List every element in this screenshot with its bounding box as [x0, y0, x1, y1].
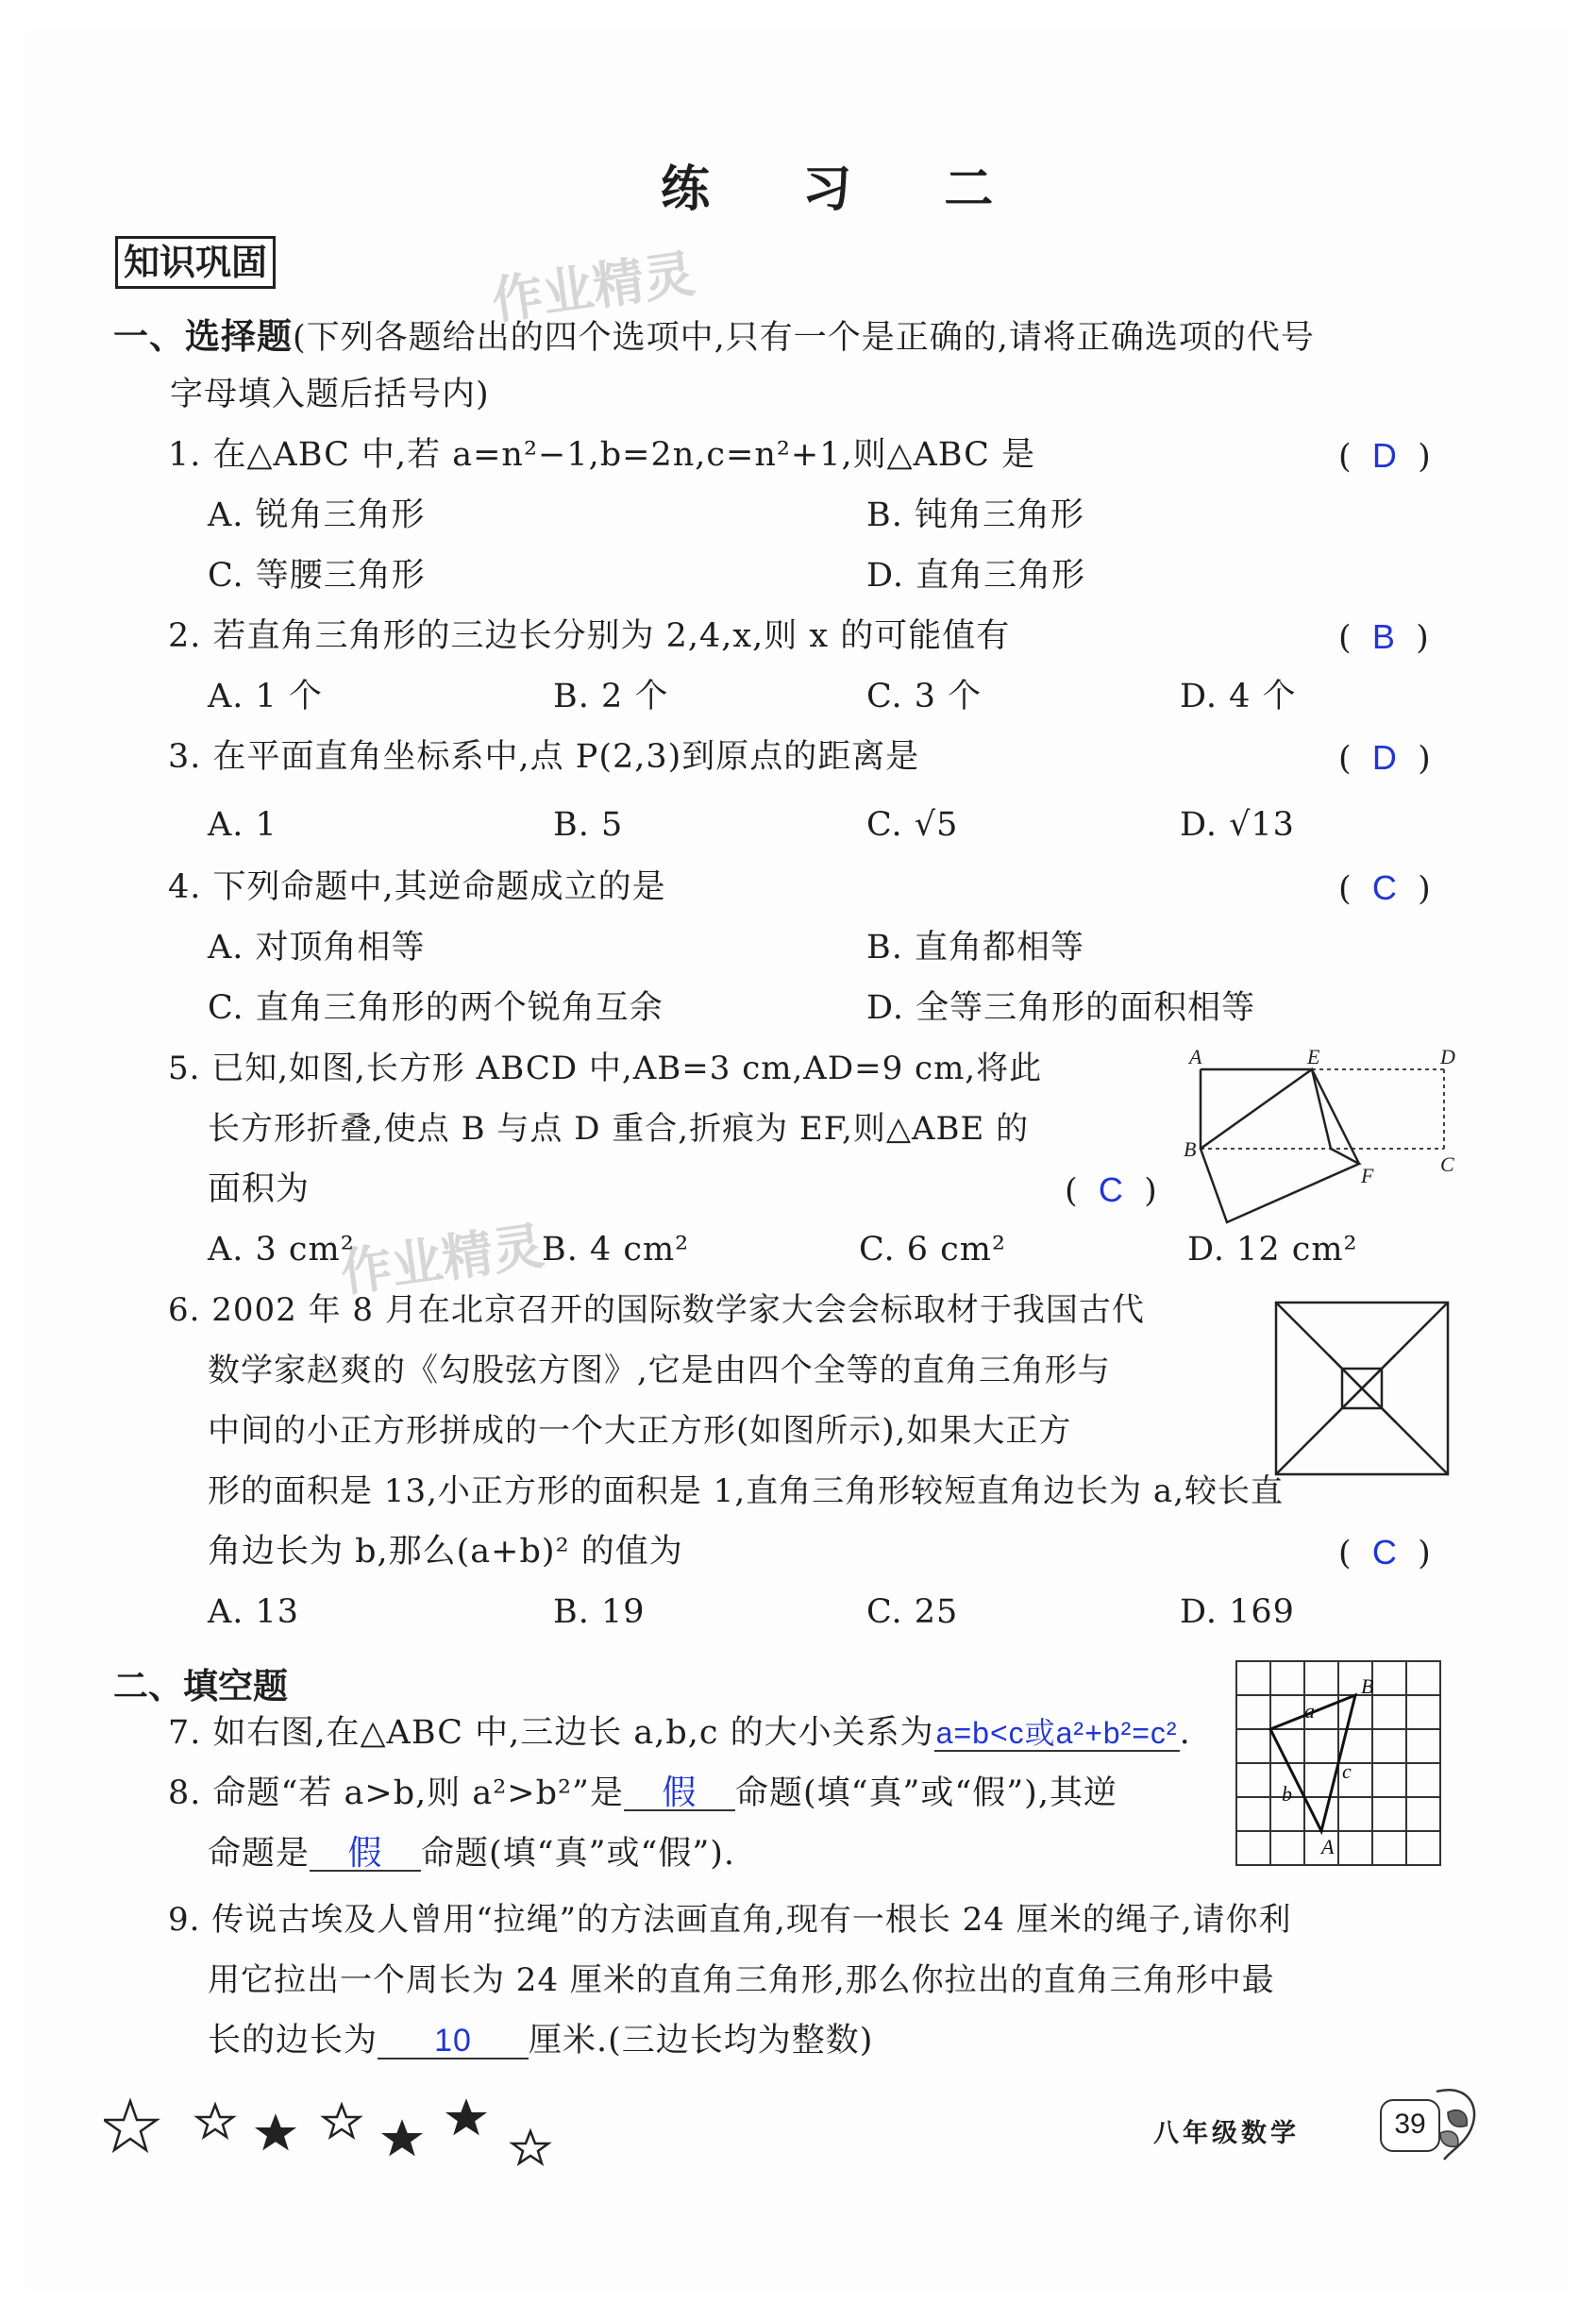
page-number: 39	[1394, 2109, 1426, 2140]
question-3-answer: D	[1371, 738, 1397, 777]
question-4-answer-bracket: ( C )	[1338, 868, 1431, 908]
question-3-stem: 3. 在平面直角坐标系中,点 P(2,3)到原点的距离是	[168, 738, 920, 776]
question-3-option-c: C. √5	[866, 806, 959, 844]
question-5-option-a: A. 3 cm²	[208, 1231, 355, 1269]
grid-label-a: A	[1321, 1835, 1335, 1858]
question-3-option-a: A. 1	[208, 806, 277, 844]
part1-instruction-line2: 字母填入题后括号内)	[170, 376, 490, 413]
question-1-option-a: A. 锐角三角形	[208, 496, 426, 534]
leaf-ornament-icon	[1427, 2084, 1484, 2163]
figure-label-c: C	[1440, 1152, 1454, 1176]
question-4-option-c: C. 直角三角形的两个锐角互余	[208, 989, 664, 1027]
question-5-stem-line2: 长方形折叠,使点 B 与点 D 重合,折痕为 EF,则△ABE 的	[208, 1110, 1030, 1148]
figure-label-e: E	[1307, 1045, 1320, 1068]
question-6-stem-line4: 形的面积是 13,小正方形的面积是 1,直角三角形较短直角边长为 a,较长直	[208, 1472, 1285, 1510]
question-7-answer-blank: a=b<c或a²+b²=c²	[934, 1716, 1180, 1752]
question-5-stem-line3: 面积为	[208, 1170, 311, 1208]
question-6-option-b: B. 19	[553, 1593, 646, 1631]
question-9-line2: 用它拉出一个周长为 24 厘米的直角三角形,那么你拉出的直角三角形中最	[208, 1961, 1275, 1999]
question-2-option-d: D. 4 个	[1180, 678, 1297, 715]
question-6-stem-line2: 数学家赵爽的《勾股弦方图》,它是由四个全等的直角三角形与	[208, 1352, 1111, 1389]
grid-label-c-side: c	[1342, 1759, 1352, 1783]
question-6-answer: C	[1371, 1533, 1397, 1572]
watermark: 作业精灵	[337, 1218, 547, 1303]
question-3-answer-bracket: ( D )	[1338, 738, 1431, 778]
question-5-answer: C	[1098, 1170, 1123, 1209]
question-8-line2: 命题是 假 命题(填“真”或“假”).	[208, 1833, 736, 1873]
question-6-option-a: A. 13	[208, 1593, 300, 1631]
grid-label-b-side: b	[1282, 1782, 1292, 1806]
question-1-answer: D	[1371, 436, 1397, 475]
question-2-answer: B	[1371, 617, 1395, 656]
question-1-option-c: C. 等腰三角形	[208, 557, 426, 595]
question-4-stem: 4. 下列命题中,其逆命题成立的是	[168, 868, 666, 906]
fold-rectangle-figure	[1180, 1043, 1491, 1232]
question-5-option-d: D. 12 cm²	[1187, 1231, 1358, 1269]
question-2-stem: 2. 若直角三角形的三边长分别为 2,4,x,则 x 的可能值有	[168, 617, 1011, 655]
figure-label-f: F	[1361, 1164, 1374, 1187]
footer-stars-decoration	[104, 2093, 576, 2169]
pythagorean-square-figure	[1274, 1301, 1450, 1476]
question-8-line1: 8. 命题“若 a>b,则 a²>b²”是 假 命题(填“真”或“假”),其逆	[168, 1773, 1117, 1812]
question-2-option-b: B. 2 个	[553, 678, 669, 715]
question-9-line1: 9. 传说古埃及人曾用“拉绳”的方法画直角,现有一根长 24 厘米的绳子,请你利	[168, 1901, 1292, 1939]
question-5-option-b: B. 4 cm²	[542, 1231, 690, 1269]
question-1-option-d: D. 直角三角形	[866, 557, 1086, 595]
figure-label-d: D	[1440, 1045, 1455, 1068]
question-1-answer-bracket: ( D )	[1338, 436, 1431, 476]
question-2-answer-bracket: ( B )	[1338, 617, 1429, 657]
question-4-answer: C	[1371, 868, 1397, 907]
question-1-option-b: B. 钝角三角形	[866, 496, 1084, 534]
footer-subject: 八年级数学	[1153, 2119, 1300, 2148]
question-8-answer-2-blank: 假	[310, 1836, 421, 1872]
question-6-stem-line1: 6. 2002 年 8 月在北京召开的国际数学家大会会标取材于我国古代	[168, 1291, 1145, 1329]
question-3-option-d: D. √13	[1180, 806, 1295, 844]
question-2-option-c: C. 3 个	[866, 678, 983, 715]
question-6-stem-line3: 中间的小正方形拼成的一个大正方形(如图所示),如果大正方	[208, 1412, 1072, 1450]
question-4-option-a: A. 对顶角相等	[208, 929, 426, 967]
question-7-line: 7. 如右图,在△ABC 中,三边长 a,b,c 的大小关系为a=b<c或a²+b²=c².	[168, 1714, 1191, 1752]
grid-label-b: B	[1361, 1674, 1374, 1698]
question-8-answer-1-blank: 假	[624, 1775, 735, 1811]
question-6-option-d: D. 169	[1180, 1593, 1295, 1631]
part2-heading: 二、填空题	[113, 1665, 288, 1706]
watermark: 作业精灵	[488, 245, 698, 330]
grid-label-a-side: a	[1304, 1699, 1315, 1723]
grid-triangle-figure	[1235, 1659, 1450, 1874]
question-4-option-d: D. 全等三角形的面积相等	[866, 989, 1256, 1027]
question-9-line3: 长的边长为 10 厘米.(三边长均为整数)	[208, 2022, 874, 2059]
question-5-option-c: C. 6 cm²	[859, 1231, 1006, 1269]
question-5-stem-line1: 5. 已知,如图,长方形 ABCD 中,AB=3 cm,AD=9 cm,将此	[168, 1050, 1043, 1087]
section-box-label: 知识巩固	[115, 236, 276, 289]
question-6-answer-bracket: ( C )	[1338, 1533, 1431, 1572]
page-title: 练 习 二	[661, 160, 1032, 218]
figure-label-b: B	[1184, 1137, 1197, 1161]
question-5-answer-bracket: ( C )	[1065, 1170, 1157, 1210]
part1-heading: 一、选择题	[113, 315, 293, 357]
figure-label-a: A	[1189, 1045, 1202, 1068]
question-6-stem-line5: 角边长为 b,那么(a+b)² 的值为	[208, 1533, 683, 1571]
part1-instruction: 一、选择题(下列各题给出的四个选项中,只有一个是正确的,请将正确选项的代号	[113, 315, 1315, 357]
question-2-option-a: A. 1 个	[208, 678, 323, 715]
question-6-option-c: C. 25	[866, 1593, 959, 1631]
question-3-option-b: B. 5	[553, 806, 624, 844]
question-4-option-b: B. 直角都相等	[866, 929, 1084, 967]
question-9-answer-blank: 10	[378, 2024, 529, 2059]
question-1-stem: 1. 在△ABC 中,若 a=n²−1,b=2n,c=n²+1,则△ABC 是	[168, 436, 1036, 474]
